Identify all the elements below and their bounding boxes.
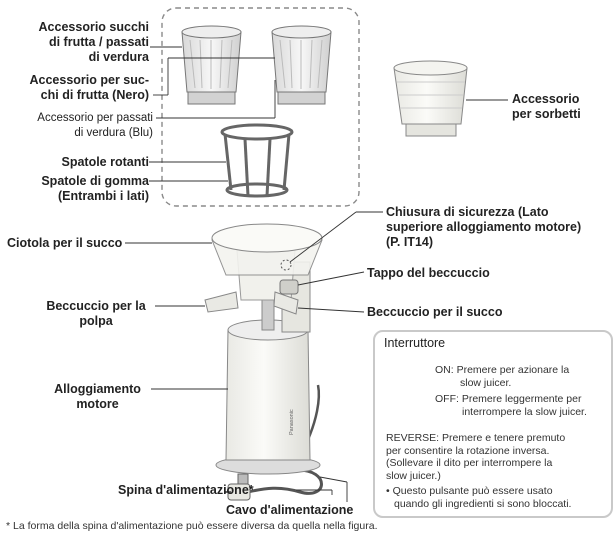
- sorbet-accessory-image: [394, 61, 467, 136]
- label-power-plug: Spina d'alimentazione*: [118, 483, 254, 497]
- label-motor-housing: Alloggiamento motore: [54, 382, 141, 411]
- label-rubber-spatulas: Spatole di gomma (Entrambi i lati): [41, 174, 149, 203]
- rotating-spatula-image: [222, 125, 292, 196]
- label-spout-cap: Tappo del beccuccio: [367, 266, 490, 280]
- label-power-cord: Cavo d'alimentazione: [226, 503, 354, 517]
- juice-strainer-image: [182, 26, 241, 104]
- label-puree-strainer-blue: Accessorio per passati di verdura (Blu): [37, 112, 153, 139]
- label-safety-lock: Chiusura di sicurezza (Lato superiore alloggiamento motore) (P. IT14): [386, 205, 582, 249]
- label-juice-spout: Beccuccio per il succo: [367, 305, 503, 319]
- switch-on-text: ON: Premere per azionare la slow juicer.: [435, 364, 570, 389]
- label-juice-strainer: Accessorio succhi di frutta / passati di verdura: [38, 20, 149, 64]
- puree-strainer-image: [272, 26, 331, 104]
- switch-title: Interruttore: [384, 336, 446, 350]
- footnote: * La forma della spina d'alimentazione può essere diversa da quella nella figura.: [6, 520, 378, 532]
- juicer-main-image: [205, 224, 322, 500]
- label-pulp-spout: Beccuccio per la polpa: [46, 299, 146, 328]
- switch-off-text: OFF: Premere leggermente per interrompere la slow juicer.: [435, 393, 587, 418]
- switch-note-text: • Questo pulsante può essere usato quando gli ingredienti si sono bloccati.: [386, 485, 572, 510]
- label-sorbet-accessory: Accessorio per sorbetti: [512, 92, 581, 121]
- label-rotating-spatulas: Spatole rotanti: [61, 155, 149, 169]
- label-juice-bowl: Ciotola per il succo: [7, 236, 123, 250]
- brand-text: Panasonic: [289, 409, 295, 435]
- switch-reverse-text: REVERSE: Premere e tenere premuto per consentire la rotazione inversa. (Sollevare il dito per interrompere la slow juicer.): [386, 432, 566, 482]
- label-juice-strainer-black: Accessorio per suc- chi di frutta (Nero): [29, 73, 149, 102]
